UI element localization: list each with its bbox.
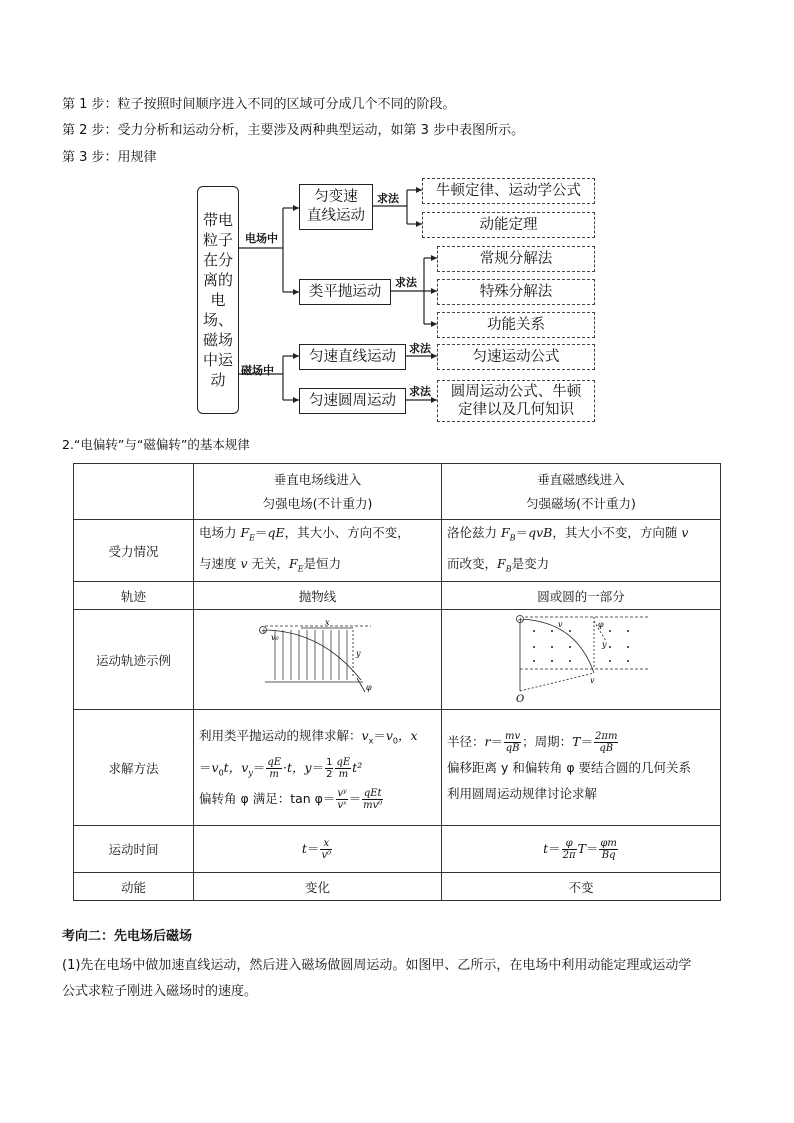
method-newton-box [422, 178, 595, 204]
row-force-label: 受力情况 [74, 520, 194, 582]
header-magnetic-line2: 匀强磁场(不计重力) [526, 495, 636, 511]
row-trajectory-electric: 抛物线 [194, 582, 442, 610]
row-force-electric: 电场力 $F_E=qE$，其大小、方向不变， 与速度 v 无关，$F_E$是恒力 [194, 520, 442, 582]
magnetic-fig-origin: O [516, 694, 525, 705]
table-header-row [74, 464, 721, 520]
header-electric-line2: 匀强电场(不计重力) [262, 495, 373, 511]
motion-uniform-accel-box [299, 184, 373, 230]
motion-uniform-linear-label: 匀速直线运动 [309, 348, 396, 365]
table-row-energy [74, 873, 721, 901]
section-2-title: 2.“电偏转”与“磁偏转”的基本规律 [62, 437, 250, 452]
magnetic-fig-charge: + [517, 616, 524, 624]
step-2-text: 第 2 步：受力分析和运动分析，主要涉及两种典型运动，如第 3 步中表图所示。 [62, 123, 525, 138]
step-3-text: 第 3 步：用规律 [62, 150, 157, 165]
row-solve-label: 求解方法 [74, 710, 194, 826]
root-label: 带电粒子在分离的电场、磁场中运动 [202, 211, 233, 389]
table-row-force [74, 520, 721, 582]
method-energy-relation-label: 功能关系 [487, 317, 545, 333]
row-solve-magnetic: 半径：r＝ $\frac{mv}{qB}$ ；周期：T＝ $\frac{2\pi m}{qB}$ 偏移距离 y 和偏转角 φ 要结合圆的几何关系 利用圆周运动规律讨论求解 [442, 710, 721, 826]
row-time-magnetic: t＝ $\frac{\varphi}{2\pi}$ T＝ $\frac{\varphi m}{Bq}$ [442, 826, 721, 873]
method-decompose-normal-box [437, 246, 595, 272]
method-work-energy-box [422, 212, 595, 238]
section-3-paragraph-line1: (1)先在电场中做加速直线运动，然后进入磁场做圆周运动。如图甲、乙所示，在电场中利用动能定理或运动学 [62, 958, 692, 973]
header-electric [194, 464, 442, 520]
magnetic-fig-v-bottom: v [590, 676, 595, 685]
step-1-text: 第 1 步：粒子按照时间顺序进入不同的区域可分成几个不同的阶段。 [62, 97, 456, 112]
method-energy-relation-box [437, 312, 595, 338]
motion-projectile-label: 类平抛运动 [308, 283, 382, 300]
electric-fig-y: y [355, 649, 361, 658]
method-circular-line2: 定律以及几何知识 [458, 402, 574, 418]
method-newton-label: 牛顿定律、运动学公式 [436, 183, 581, 199]
row-time-label: 运动时间 [74, 826, 194, 873]
row-energy-electric: 变化 [194, 873, 442, 901]
row-trajectory-label: 轨迹 [74, 582, 194, 610]
table-row-trajectory [74, 582, 721, 610]
electric-fig-x: x [324, 620, 330, 627]
header-electric-line1: 垂直电场线进入 [273, 471, 362, 487]
row-force-magnetic: 洛伦兹力 $F_B=qvB$，其大小不变，方向随 v 而改变，$F_B$是变力 [442, 520, 721, 582]
electric-fig-phi: φ [365, 683, 372, 692]
method-uniform-formula-label: 匀速运动公式 [472, 349, 560, 365]
motion-uniform-circular-label: 匀速圆周运动 [309, 392, 396, 409]
table-row-time [74, 826, 721, 873]
header-magnetic-line1: 垂直磁感线进入 [537, 471, 625, 487]
row-trajectory-magnetic: 圆或圆的一部分 [442, 582, 721, 610]
comparison-table [73, 463, 721, 901]
motion-uniform-accel-line2: 直线运动 [307, 208, 365, 224]
row-time-electric: t＝ $\frac{x}{\text{v⁰}}$ [194, 826, 442, 873]
method-label-4: 求法 [409, 385, 431, 398]
branch-magnetic-label: 磁场中 [241, 364, 274, 377]
method-uniform-formula-box [437, 344, 595, 370]
table-row-example [74, 610, 721, 710]
electric-deflection-figure [253, 620, 383, 696]
header-magnetic [442, 464, 721, 520]
root-box [197, 186, 239, 414]
magnetic-fig-phi: φ [598, 620, 604, 629]
motion-projectile-box [299, 279, 391, 305]
branch-electric-label: 电场中 [245, 232, 278, 245]
header-empty-cell [74, 464, 194, 520]
row-example-electric [194, 610, 442, 710]
table-row-solve [74, 710, 721, 826]
method-label-3: 求法 [409, 342, 431, 355]
electric-fig-charge: + [260, 627, 267, 635]
method-label-2: 求法 [395, 276, 417, 289]
method-decompose-special-label: 特殊分解法 [479, 284, 553, 300]
method-decompose-special-box [437, 279, 595, 305]
section-3-heading: 考向二：先电场后磁场 [62, 929, 193, 944]
method-circular-box [437, 380, 595, 422]
row-solve-electric: 利用类平抛运动的规律求解：$v_x=v_0$，x $=v_0t$，$v_y=$ $\frac{qE}{m}$ ·t，y＝ $\frac{1}{2}$ $\frac{qE}{m}$ t² 偏转角 φ 满足：tan φ＝ $\frac{\text{vʸ}}{\text{vˣ}}$ ＝ qEt mv⁰ [194, 710, 442, 826]
row-energy-magnetic: 不变 [442, 873, 721, 901]
row-example-magnetic [442, 610, 721, 710]
method-decompose-normal-label: 常规分解法 [479, 251, 553, 267]
section-3-paragraph-line2: 公式求粒子刚进入磁场时的速度。 [62, 984, 258, 999]
method-label-1: 求法 [377, 192, 399, 205]
magnetic-deflection-figure [506, 611, 656, 705]
method-work-energy-label: 动能定理 [479, 217, 538, 233]
magnetic-fig-v-top: v [558, 620, 563, 629]
row-example-label: 运动轨迹示例 [74, 610, 194, 710]
method-circular-line1: 圆周运动公式、牛顿 [450, 384, 582, 400]
motion-uniform-linear-box [299, 344, 406, 370]
electric-fig-v0: v₀ [270, 633, 279, 642]
motion-uniform-accel-line1: 匀变速 [314, 189, 358, 205]
magnetic-fig-y: y [602, 640, 607, 649]
motion-uniform-circular-box [299, 388, 406, 414]
row-energy-label: 动能 [74, 873, 194, 901]
